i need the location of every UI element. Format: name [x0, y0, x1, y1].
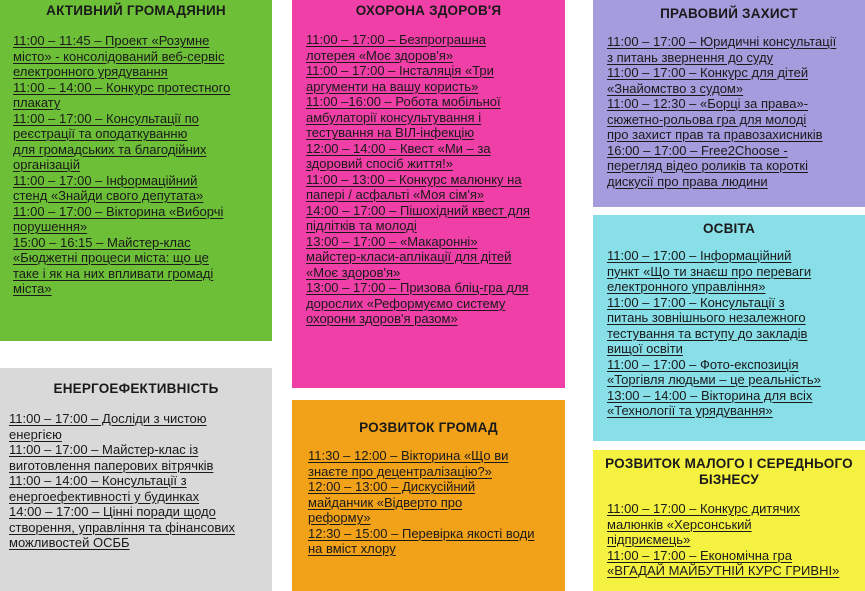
event-line: лотерея «Моє здоров'я»: [306, 47, 454, 63]
event-item: [306, 203, 565, 234]
event-item: [13, 235, 272, 297]
event-line: 11:00 – 17:00 – Інформаційний: [607, 248, 792, 263]
event-line: 11:00 – 17:00 – Фото-експозиція: [607, 356, 799, 372]
event-line: «Торгівля людьми – це реальність»: [607, 372, 821, 387]
event-line: плакату: [13, 95, 61, 110]
event-line: 11:00 – 17:00 – Консультації по: [13, 110, 199, 126]
event-line: перегляд відео роликів та короткі: [607, 158, 808, 173]
event-item: [607, 143, 865, 190]
event-item: [308, 448, 565, 479]
event-item: [9, 411, 272, 442]
event-line: папері / асфальті «Моя сім'я»: [306, 187, 485, 202]
event-line: 11:00 – 11:45 – Проект «Розумне: [13, 33, 210, 48]
event-item: [607, 248, 865, 295]
event-item: [13, 173, 272, 204]
event-line: реформу»: [308, 510, 371, 525]
event-item: [306, 32, 565, 63]
event-line: 11:00 – 14:00 – Консультації з: [9, 473, 187, 488]
event-line: 11:00 – 12:30 – «Борці за права»-: [607, 96, 809, 111]
event-item: [306, 172, 565, 203]
event-line: організацій: [13, 157, 80, 172]
event-line: про захист прав та правозахисників: [607, 127, 823, 142]
event-list: [593, 22, 865, 189]
event-item: [607, 357, 865, 388]
event-item: [13, 33, 272, 80]
event-item: [308, 479, 565, 526]
event-list: [0, 19, 272, 297]
event-line: 11:00 – 17:00 – Конкурс дитячих: [607, 501, 800, 516]
event-line: на вміст хлору: [308, 541, 396, 556]
event-item: [13, 204, 272, 235]
event-line: тестування та вступу до закладів: [607, 325, 808, 341]
event-item: [607, 96, 865, 143]
event-line: місто» - консолідований веб-сервіс: [13, 48, 225, 64]
event-line: створення, управління та фінансових: [9, 519, 235, 535]
event-line: 14:00 – 17:00 – Пішохідний квест для: [306, 202, 530, 218]
event-line: дорослих «Реформуємо систему: [306, 295, 506, 311]
event-item: [607, 388, 865, 419]
event-line: 11:00 – 17:00 – Економічна гра: [607, 547, 792, 563]
event-line: енергією: [9, 426, 62, 442]
event-item: [607, 295, 865, 357]
event-line: 11:00 – 17:00 – Майстер-клас із: [9, 442, 199, 457]
event-item: [9, 504, 272, 551]
event-line: тестування на ВІЛ-інфекцію: [306, 125, 475, 140]
section-community-development: [292, 400, 565, 591]
event-item: [306, 280, 565, 327]
event-line: знаєте про децентралізацію?»: [308, 463, 492, 479]
event-line: «Знайомство з судом»: [607, 80, 744, 96]
event-item: [9, 473, 272, 504]
event-line: 13:00 – 17:00 – Призова бліц-гра для: [306, 280, 529, 295]
event-line: 14:00 – 17:00 – Цінні поради щодо: [9, 504, 216, 519]
event-line: 11:00 –16:00 – Робота мобільної: [306, 94, 501, 109]
event-line: 13:00 – 14:00 – Вікторина для всіх: [607, 387, 813, 403]
section-education: [593, 215, 865, 441]
event-line: підприємець»: [607, 532, 691, 547]
event-line: «ВГАДАЙ МАЙБУТНІЙ КУРС ГРИВНІ»: [607, 563, 840, 578]
event-line: «Технології та урядування»: [607, 403, 773, 418]
event-line: 11:00 – 17:00 – Консультації з: [607, 294, 785, 310]
event-line: пункт «Що ти знаєш про переваги: [607, 263, 812, 279]
event-line: здоровий спосіб життя!»: [306, 156, 453, 171]
event-list: [0, 397, 272, 551]
event-line: стенд «Знайди свого депутата»: [13, 188, 204, 203]
event-line: для громадських та благодійних: [13, 141, 207, 157]
section-health-care: [292, 0, 565, 388]
event-item: [306, 234, 565, 281]
event-line: 11:00 – 17:00 – Досліди з чистою: [9, 411, 207, 426]
event-line: підлітків та молоді: [306, 218, 417, 233]
section-small-business: [593, 450, 865, 591]
event-line: електронного урядування: [13, 64, 168, 79]
event-item: [9, 442, 272, 473]
section-title: АКТИВНИЙ ГРОМАДЯНИН: [46, 3, 226, 18]
section-legal-protection: [593, 0, 865, 207]
event-line: можливостей ОСББ: [9, 535, 130, 550]
event-line: 16:00 – 17:00 – Free2Choose -: [607, 142, 788, 158]
event-item: [308, 526, 565, 557]
event-line: майданчик «Відверто про: [308, 494, 463, 510]
event-line: реєстрації та оподаткуванню: [13, 126, 188, 141]
event-item: [306, 141, 565, 172]
event-line: 11:00 – 13:00 – Конкурс малюнку на: [306, 171, 522, 187]
section-title: ЕНЕРГОЕФЕКТИВНІСТЬ: [53, 381, 219, 396]
section-title: ОСВІТА: [702, 221, 756, 236]
section-energy-efficiency: [0, 368, 272, 591]
event-item: [607, 34, 865, 65]
event-line: малюнків «Херсонський: [607, 516, 752, 532]
event-item: [306, 63, 565, 94]
event-line: 11:00 – 17:00 – Конкурс для дітей: [607, 65, 809, 80]
event-line: питань зовнішнього незалежного: [607, 310, 806, 325]
section-title: ПРАВОВИЙ ЗАХИСТ: [660, 6, 798, 21]
event-line: електронного управління»: [607, 279, 766, 294]
event-line: 12:30 – 15:00 – Перевірка якості води: [308, 525, 535, 541]
event-line: 11:30 – 12:00 – Вікторина «Що ви: [308, 448, 509, 463]
section-title: РОЗВИТОК ГРОМАД: [359, 420, 498, 435]
event-line: майстер-класи-аплікації для дітей: [306, 249, 512, 264]
event-item: [13, 80, 272, 111]
event-list: [292, 436, 565, 557]
section-title: ОХОРОНА ЗДОРОВ'Я: [355, 3, 502, 18]
event-item: [306, 94, 565, 141]
event-line: «Бюджетні процеси міста: що це: [13, 250, 209, 265]
event-list: [593, 237, 865, 419]
event-line: аргументи на вашу користь»: [306, 78, 479, 94]
event-item: [607, 65, 865, 96]
event-line: порушення»: [13, 219, 88, 234]
event-line: охорони здоров'я разом»: [306, 311, 458, 326]
event-line: з питань звернення до суду: [607, 49, 774, 65]
event-line: 11:00 – 17:00 – Вікторина «Виборчі: [13, 203, 224, 219]
section-title: РОЗВИТОК МАЛОГО І СЕРЕДНЬОГО БІЗНЕСУ: [605, 456, 853, 487]
event-line: 11:00 – 17:00 – Безпрограшна: [306, 32, 486, 47]
event-line: таке і як на них впливати громаді: [13, 265, 214, 281]
event-line: сюжетно-рольова гра для молоді: [607, 111, 807, 127]
event-item: [607, 548, 865, 579]
event-line: «Моє здоров'я»: [306, 264, 401, 280]
event-line: 11:00 – 14:00 – Конкурс протестного: [13, 79, 231, 95]
event-item: [607, 501, 865, 548]
event-item: [13, 111, 272, 173]
event-line: 11:00 – 17:00 – Юридичні консультації: [607, 34, 837, 49]
event-line: 13:00 – 17:00 – «Макаронні»: [306, 233, 478, 249]
event-line: 11:00 – 17:00 – Інформаційний: [13, 172, 198, 188]
event-list: [593, 488, 865, 579]
event-line: 15:00 – 16:15 – Майстер-клас: [13, 234, 191, 250]
event-line: міста»: [13, 281, 52, 296]
event-line: енергоефективності у будинках: [9, 488, 200, 504]
event-line: дискусії про права людини: [607, 173, 768, 189]
section-active-citizen: [0, 0, 272, 341]
event-line: вищої освіти: [607, 341, 683, 356]
event-list: [292, 19, 565, 327]
event-line: 12:00 – 14:00 – Квест «Ми – за: [306, 140, 491, 156]
event-line: 12:00 – 13:00 – Дискусійний: [308, 479, 476, 494]
event-line: 11:00 – 17:00 – Інсталяція «Три: [306, 63, 494, 78]
event-line: амбулаторії консультування і: [306, 109, 482, 125]
event-line: виготовлення паперових вітрячків: [9, 457, 214, 473]
